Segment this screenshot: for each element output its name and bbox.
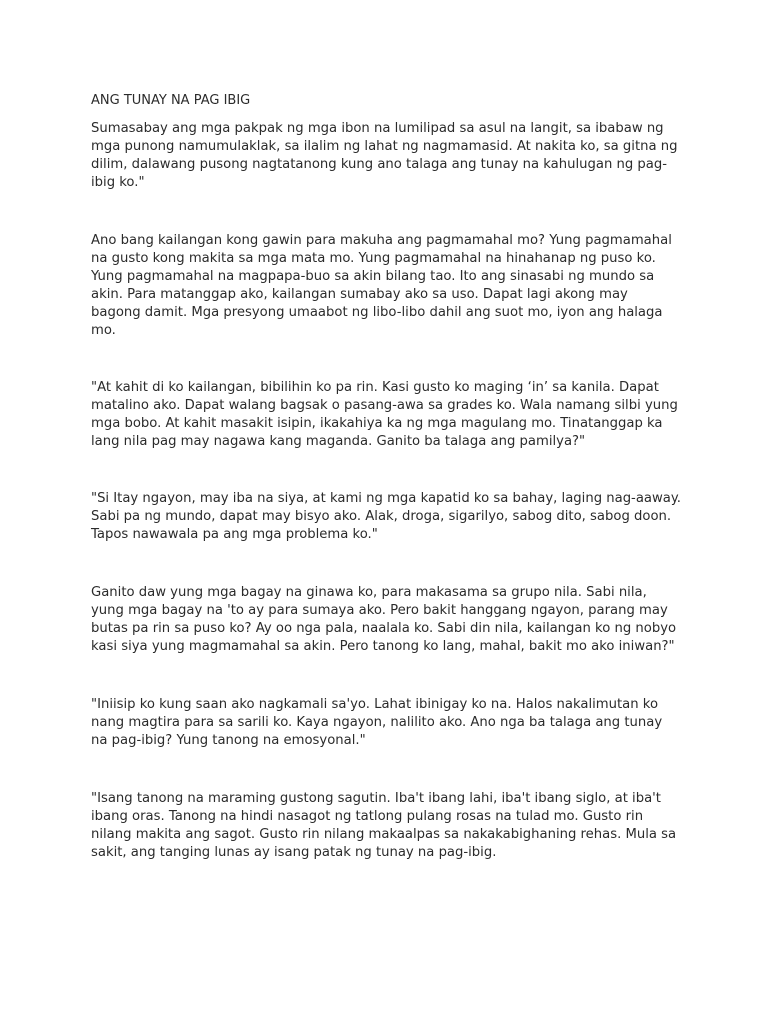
paragraph-7: "Isang tanong na maraming gustong sagutin. Iba't ibang lahi, iba't ibang siglo, at iba't ibang oras. Tanong na hindi nasagot ng tatlong pulang rosas na tulad mo. Gusto rin nilang makita ang sagot. Gusto rin nilang makaalpas sa nakakabighaning rehas. Mula sa sakit, ang tanging lunas ay isang patak ng tunay na pag-ibig.	[91, 791, 677, 860]
paragraph-5: Ganito daw yung mga bagay na ginawa ko, para makasama sa grupo nila. Sabi nila, yung mga bagay na 'to ay para sumaya ako. Pero bakit hanggang ngayon, parang may butas pa rin sa puso ko? Ay oo nga pala, naalala ko. Sabi din nila, kailangan ko ng nobyo kasi siya yung magmamahal sa akin. Pero tanong ko lang, mahal, bakit mo ako iniwan?"	[91, 585, 677, 654]
paragraph-4: "Si Itay ngayon, may iba na siya, at kami ng mga kapatid ko sa bahay, laging nag-aaway. Sabi pa ng mundo, dapat may bisyo ako. Alak, droga, sigarilyo, sabog dito, sabog doon. Tapos nawawala pa ang mga problema ko."	[91, 491, 681, 542]
paragraph-3: "At kahit di ko kailangan, bibilihin ko pa rin. Kasi gusto ko maging ‘in’ sa kanila. Dapat matalino ako. Dapat walang bagsak o pasang-awa sa grades ko. Wala namang silbi yung mga bobo. At kahit masakit isipin, ikakahiya ka ng mga magulang mo. Tinatanggap ka lang nila pag may nagawa kang maganda. Ganito ba talaga ang pamilya?"	[91, 380, 678, 449]
paragraph-1: Sumasabay ang mga pakpak ng mga ibon na lumilipad sa asul na langit, sa ibabaw ng mga punong namumulaklak, sa ilalim ng lahat ng nagmamasid. At nakita ko, sa gitna ng dilim, dalawang pusong nagtatanong kung ano talaga ang tunay na kahulugan ng pag-ibig ko."	[91, 121, 678, 190]
paragraph-6: "Iniisip ko kung saan ako nagkamali sa'yo. Lahat ibinigay ko na. Halos nakalimutan ko nang magtira para sa sarili ko. Kaya ngayon, nalilito ako. Ano nga ba talaga ang tunay na pag-ibig? Yung tanong na emosyonal."	[91, 697, 663, 748]
paragraph-2: Ano bang kailangan kong gawin para makuha ang pagmamahal mo? Yung pagmamahal na gusto kong makita sa mga mata mo. Yung pagmamahal na hinahanap ng puso ko. Yung pagmamahal na magpapa-buo sa akin bilang tao. Ito ang sinasabi ng mundo sa akin. Para matanggap ako, kailangan sumabay ako sa uso. Dapat lagi akong may bagong damit. Mga presyong umaabot ng libo-libo dahil ang suot mo, iyon ang halaga mo.	[91, 233, 672, 338]
document-title: ANG TUNAY NA PAG IBIG	[91, 93, 251, 108]
